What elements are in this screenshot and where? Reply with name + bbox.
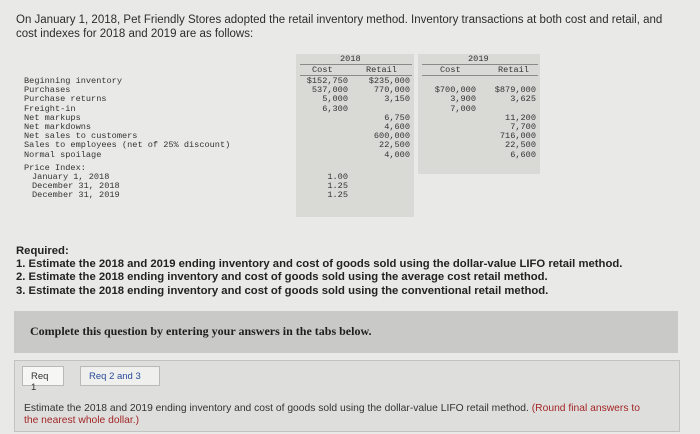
row-label: Sales to employees (net of 25% discount) bbox=[24, 140, 231, 151]
cost-2019-cell: $700,000 bbox=[434, 85, 476, 96]
retail-2019-cell: 716,000 bbox=[499, 131, 536, 142]
required-section bbox=[16, 245, 686, 298]
row-label: Purchases bbox=[24, 85, 71, 96]
subheader-rule-2019 bbox=[422, 75, 538, 76]
row-label: Net markups bbox=[24, 112, 81, 123]
row-label: Freight-in bbox=[24, 103, 76, 114]
instruction-text: Estimate the 2018 and 2019 ending inventory and cost of goods sold using the dollar-value LIFO retail method. bbox=[24, 403, 529, 414]
instructions-banner bbox=[14, 311, 678, 353]
cost-2018-cell: 1.25 bbox=[327, 190, 348, 201]
cost-2018-cell: 537,000 bbox=[311, 85, 348, 96]
retail-2018-cell: 770,000 bbox=[373, 85, 410, 96]
retail-2018-cell: 6,750 bbox=[384, 112, 410, 123]
retail-2018-cell: 4,000 bbox=[384, 149, 410, 160]
retail-2018-cell: 3,150 bbox=[384, 94, 410, 105]
rounding-note: (Round final answers to the nearest whole dollar.) bbox=[24, 403, 640, 426]
row-label: Price Index: bbox=[24, 162, 86, 173]
year-2018-header: 2018 bbox=[340, 54, 361, 64]
cost-2018-cell: 6,300 bbox=[322, 103, 348, 114]
retail-2019-cell: $879,000 bbox=[494, 85, 536, 96]
required-item-3: 3. Estimate the 2018 ending inventory and cost of goods sold using the conventional retail method. bbox=[16, 284, 549, 297]
row-label: December 31, 2018 bbox=[32, 181, 120, 192]
retail-2019-cell: 6,600 bbox=[510, 149, 536, 160]
retail-2018-cell: 22,500 bbox=[379, 140, 410, 151]
retail-2019-cell: 11,200 bbox=[505, 112, 536, 123]
cost-2019-cell: 3,900 bbox=[450, 94, 476, 105]
cost-2018-cell: $152,750 bbox=[306, 76, 348, 86]
row-label: Net markdowns bbox=[24, 122, 92, 132]
col-cost-2019: Cost bbox=[440, 65, 461, 75]
row-label: Beginning inventory bbox=[24, 76, 122, 86]
row-label: Normal spoilage bbox=[24, 149, 102, 160]
cost-2018-cell: 1.00 bbox=[327, 172, 348, 182]
required-item-1: 1. Estimate the 2018 and 2019 ending inventory and cost of goods sold using the dollar-value LIFO retail method. bbox=[16, 258, 623, 271]
banner-text: Complete this question by entering your answers in the tabs below. bbox=[30, 324, 372, 338]
row-label: January 1, 2018 bbox=[32, 172, 110, 182]
retail-2019-cell: 7,700 bbox=[510, 122, 536, 132]
required-heading: Required: bbox=[16, 245, 69, 257]
cost-2018-cell: 5,000 bbox=[322, 94, 348, 105]
required-item-2: 2. Estimate the 2018 ending inventory and cost of goods sold using the average cost retail method. bbox=[16, 271, 548, 284]
col-retail-2019: Retail bbox=[498, 65, 529, 75]
row-label: Net sales to customers bbox=[24, 131, 138, 142]
col-cost-2018: Cost bbox=[312, 65, 333, 75]
problem-intro: On January 1, 2018, Pet Friendly Stores adopted the retail inventory method. Inventory transactions at both cost and retail, and cost indexes for 2018 and 2019 are as follows: bbox=[16, 14, 663, 40]
row-label: Purchase returns bbox=[24, 94, 107, 105]
tab-req-1[interactable]: Req 1 bbox=[22, 366, 64, 386]
year-2019-header: 2019 bbox=[468, 54, 489, 64]
cost-2018-cell: 1.25 bbox=[327, 181, 348, 192]
col-retail-2018: Retail bbox=[366, 65, 397, 75]
retail-2019-cell: 22,500 bbox=[505, 140, 536, 151]
cost-2019-cell: 7,000 bbox=[450, 103, 476, 114]
tab-req-2-and-3[interactable]: Req 2 and 3 bbox=[80, 366, 160, 386]
retail-2018-cell: 600,000 bbox=[373, 131, 410, 142]
retail-2018-cell: 4,600 bbox=[384, 122, 410, 132]
tab-instruction bbox=[24, 403, 644, 427]
row-label: December 31, 2019 bbox=[32, 190, 120, 201]
retail-2018-cell: $235,000 bbox=[368, 76, 410, 86]
retail-2019-cell: 3,625 bbox=[510, 94, 536, 105]
